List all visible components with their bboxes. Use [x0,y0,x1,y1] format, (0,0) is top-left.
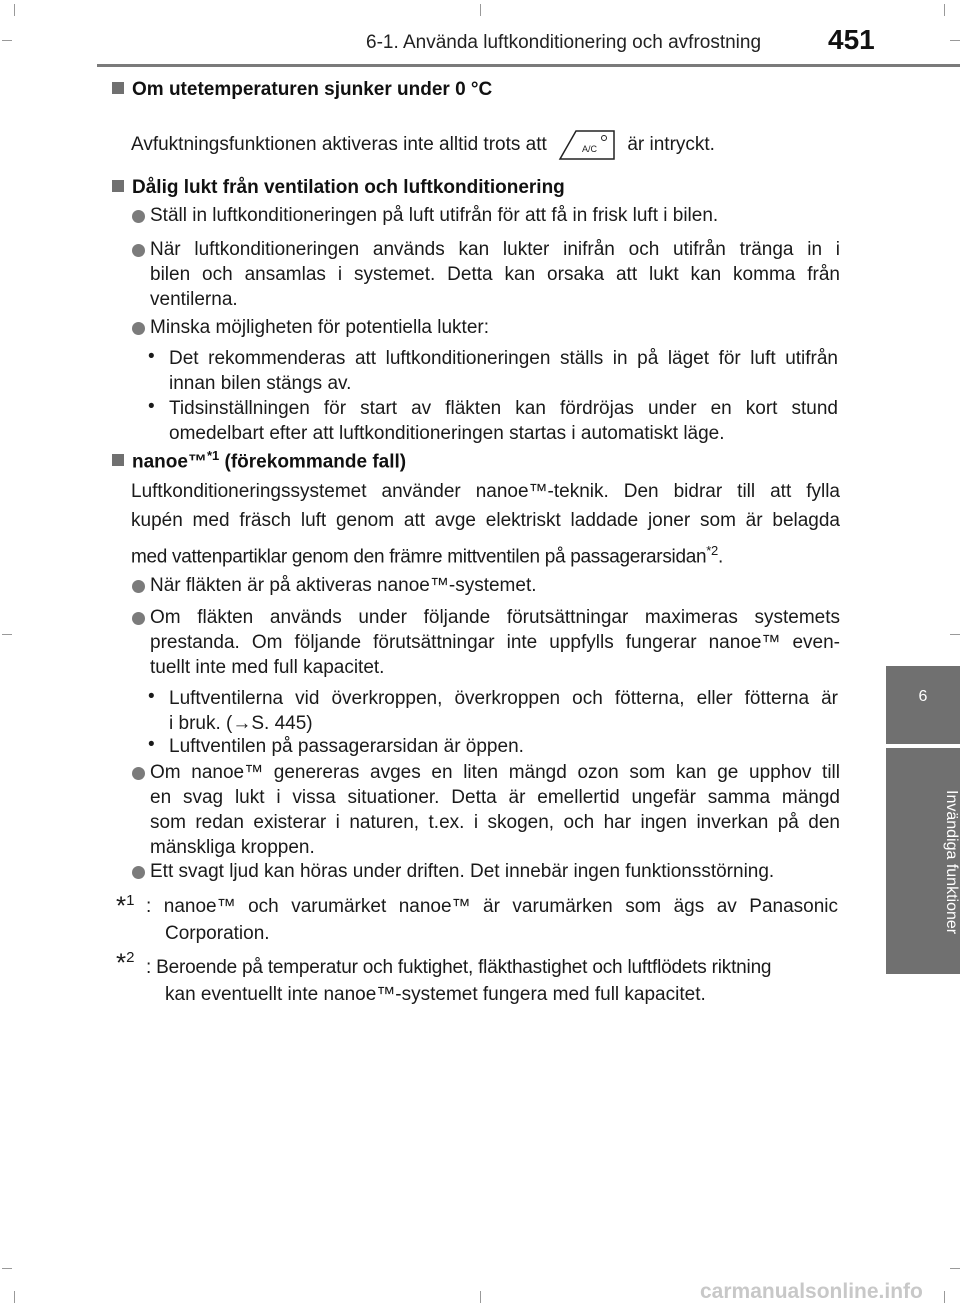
footnote-1-line: : nanoe™ och varumärket nanoe™ är varumärken som ägs av Panasonic [146,896,838,917]
crop-mark [950,634,960,635]
chapter-tab [886,748,960,974]
sub-bullet-text-line: Luftventilerna vid överkroppen, överkroppen och fötterna, eller fötterna är [169,688,838,709]
bullet-text-line: prestanda. Om följande förutsättningar inte uppfylls fungerar nanoe™ even- [150,632,840,653]
crop-mark [2,1268,12,1269]
text-before-button: Avfuktningsfunktionen aktiveras inte alltid trots att [131,134,547,156]
intro-text-line: kupén med fräsch luft genom att avge elektriskt laddade joner som är belagda [131,510,840,531]
bullet-text: Ett svagt ljud kan höras under driften. Det innebär ingen funktionsstörning. [150,861,775,882]
footnote-2-marker [116,945,134,976]
bullet-text-line: ventilerna. [150,289,238,310]
heading-square-icon [112,82,124,94]
text-after-button: är intryckt. [627,134,715,156]
ac-button-icon [556,128,618,162]
bullet-text-line: Om fläkten används under följande förutsättningar maximeras systemets [150,607,840,628]
sub-bullet-icon: • [148,346,155,367]
bullet-dot-icon [132,767,145,780]
chapter-tab-label: Invändiga funktioner [943,789,960,935]
section-heading-temperature [112,79,492,101]
footnote-2-line: kan eventuellt inte nanoe™-systemet fungera med full kapacitet. [165,984,706,1005]
bullet-dot-icon [132,866,145,879]
bullet-dot-icon [132,210,145,223]
heading-text: Dålig lukt från ventilation och luftkonditionering [132,177,565,198]
bullet-text-line: som redan existerar i naturen, t.ex. i skogen, och har ingen inverkan på den [150,812,840,833]
crop-mark [950,40,960,41]
svg-text:A/C: A/C [582,144,598,154]
bullet-dot-icon [132,322,145,335]
bullet-dot-icon [132,244,145,257]
bullet-text-line: När luftkonditioneringen används kan lukter inifrån och utifrån tränga in i [150,239,840,260]
heading-square-icon [112,180,124,192]
bullet-dot-icon [132,580,145,593]
intro-text-line [131,538,723,569]
crop-mark [2,40,12,41]
sub-bullet-text-line: Det rekommenderas att luftkonditioneringen ställs in på läget för luft utifrån [169,348,838,369]
footnote-asterisk: * [116,890,127,921]
footnote-ref: *2 [706,543,718,558]
footnote-number: 2 [126,949,135,966]
paragraph-dehumidify [131,128,715,162]
page-number: 451 [828,24,875,55]
sub-bullet-text-line: Tidsinställningen för start av fläkten kan fördröjas under en kort stund [169,398,838,419]
sub-bullet-text-line: innan bilen stängs av. [169,373,352,394]
crop-mark [950,1268,960,1269]
crop-mark [480,4,481,16]
intro-text: med vattenpartiklar genom den främre mittventilen på passagerarsidan [131,546,707,568]
footnote-number: 1 [126,892,135,909]
footnote-1-marker [116,888,134,919]
watermark: carmanualsonline.info [700,1280,923,1303]
crop-mark [2,634,12,635]
heading-text: (förekommande fall) [219,451,407,473]
sub-bullet-icon: • [148,734,155,755]
bullet-text-line: tuellt inte med full kapacitet. [150,657,385,678]
bullet-text: Ställ in luftkonditioneringen på luft utifrån för att få in frisk luft i bilen. [150,205,719,226]
header-rule [97,64,960,67]
chapter-tab-number: 6 [886,666,960,744]
bullet-text-line: en svag lukt i vissa situationer. Detta är emellertid ungefär samma mängd [150,787,840,808]
bullet-text: Minska möjligheten för potentiella lukter: [150,317,490,338]
intro-text-line: Luftkonditioneringssystemet använder nanoe™-teknik. Den bidrar till att fylla [131,481,840,502]
crop-mark [480,1291,481,1303]
heading-text: Om utetemperaturen sjunker under 0 °C [132,79,493,100]
sub-bullet-icon: • [148,396,155,417]
crop-mark [944,4,945,16]
footnote-asterisk: * [116,947,127,978]
section-heading-odor [112,177,565,199]
footnote-2-line: : Beroende på temperatur och fuktighet, fläkthastighet och luftflödets riktning [146,957,772,978]
sub-bullet-text-line: Luftventilen på passagerarsidan är öppen. [169,736,524,757]
crop-mark [14,1291,15,1303]
crop-mark [14,4,15,16]
bullet-text-line: Om nanoe™ genereras avges en liten mängd ozon som kan ge upphov till [150,762,840,783]
intro-text-end: . [717,546,723,568]
sub-bullet-text-line: omedelbart efter att luftkonditioneringen startas i automatiskt läge. [169,423,725,444]
bullet-text-line: mänskliga kroppen. [150,837,315,858]
sub-bullet-text-line: i bruk. (→S. 445) [169,713,313,734]
section-header-title: 6-1. Använda luftkonditionering och avfrostning [366,32,762,53]
heading-footnote-ref: *1 [206,448,220,463]
heading-square-icon [112,454,124,466]
footnote-1-line: Corporation. [165,923,270,944]
bullet-text: När fläkten är på aktiveras nanoe™-systemet. [150,575,537,596]
section-heading-nanoe [112,448,406,473]
crop-mark [944,1291,945,1303]
bullet-text-line: bilen och ansamlas i systemet. Detta kan orsaka att lukt kan komma från [150,264,840,285]
heading-text: nanoe™ [132,451,207,473]
sub-bullet-icon: • [148,686,155,707]
bullet-dot-icon [132,612,145,625]
